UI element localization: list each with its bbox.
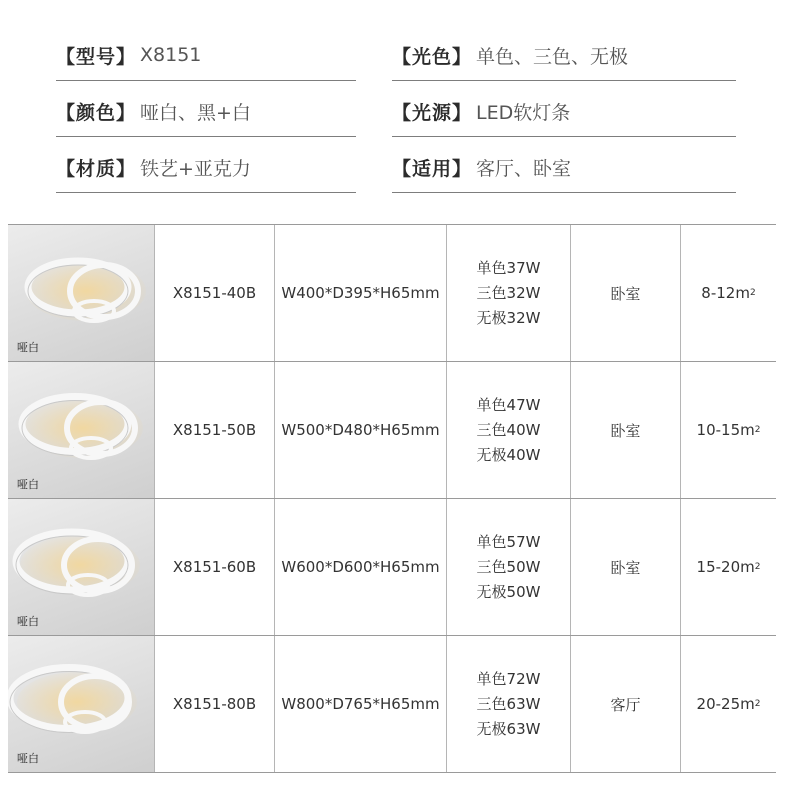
spec-color [56,86,356,137]
spec-value: LED软灯条 [476,101,571,124]
spec-usage [392,142,736,193]
power-value: 三色63W [476,695,541,713]
area-cell [680,225,776,361]
spec-key: 【适用】 [392,157,473,180]
spec-key: 【型号】 [56,45,137,68]
spec-key: 【光源】 [392,101,473,124]
product-thumbnail [8,225,154,361]
spec-value: X8151 [140,44,202,66]
area-value: 8-12m [701,284,750,302]
power-value: 无极40W [476,446,541,464]
product-thumbnail [8,499,154,635]
spec-value: 哑白、黑+白 [140,101,251,124]
power-value: 无极63W [476,720,541,738]
power-cell [446,636,570,772]
product-table [8,224,776,776]
power-list [477,531,541,603]
area-value: 10-15m [696,421,755,439]
finish-label: 哑白 [17,478,39,491]
power-value: 单色47W [476,396,541,414]
size-cell: W400*D395*H65mm [274,225,446,361]
area-cell [680,362,776,498]
model-cell: X8151-40B [154,225,274,361]
product-image-cell [8,225,154,361]
area-unit-superscript: 2 [754,425,761,435]
spec-key: 【颜色】 [56,101,137,124]
power-value: 单色72W [476,670,541,688]
table-row [8,362,776,499]
spec-key: 【光色】 [392,45,473,68]
product-thumbnail [8,362,154,498]
power-list [477,394,541,466]
product-thumbnail [8,636,154,772]
power-cell [446,362,570,498]
power-value: 三色50W [476,558,541,576]
finish-label: 哑白 [17,615,39,628]
area-value: 15-20m [696,558,755,576]
spec-value: 客厅、卧室 [476,157,572,180]
size-cell: W500*D480*H65mm [274,362,446,498]
area-value: 20-25m [696,695,755,713]
finish-label: 哑白 [17,341,39,354]
room-cell: 客厅 [570,636,680,772]
spec-key: 【材质】 [56,157,137,180]
product-image-cell [8,499,154,635]
finish-label: 哑白 [17,752,39,765]
area-cell [680,499,776,635]
power-value: 单色37W [476,259,541,277]
power-list [477,668,541,740]
size-cell: W800*D765*H65mm [274,636,446,772]
area-unit-superscript: 2 [754,699,761,709]
spec-light-color [392,30,736,81]
product-image-cell [8,636,154,772]
spec-material [56,142,356,193]
size-cell: W600*D600*H65mm [274,499,446,635]
table-row [8,225,776,362]
power-value: 无极50W [476,583,541,601]
power-value: 三色32W [476,284,541,302]
model-cell: X8151-80B [154,636,274,772]
power-value: 三色40W [476,421,541,439]
power-cell [446,499,570,635]
power-cell [446,225,570,361]
model-cell: X8151-60B [154,499,274,635]
area-cell [680,636,776,772]
model-cell: X8151-50B [154,362,274,498]
table-row [8,636,776,773]
spec-value: 单色、三色、无极 [476,45,629,68]
power-value: 单色57W [476,533,541,551]
spec-value: 铁艺+亚克力 [140,157,251,180]
room-cell: 卧室 [570,499,680,635]
area-unit-superscript: 2 [754,562,761,572]
spec-model [56,30,356,81]
table-row [8,499,776,636]
power-value: 无极32W [476,309,541,327]
room-cell: 卧室 [570,362,680,498]
power-list [477,257,541,329]
product-image-cell [8,362,154,498]
room-cell: 卧室 [570,225,680,361]
area-unit-superscript: 2 [749,288,756,298]
spec-light-source [392,86,736,137]
